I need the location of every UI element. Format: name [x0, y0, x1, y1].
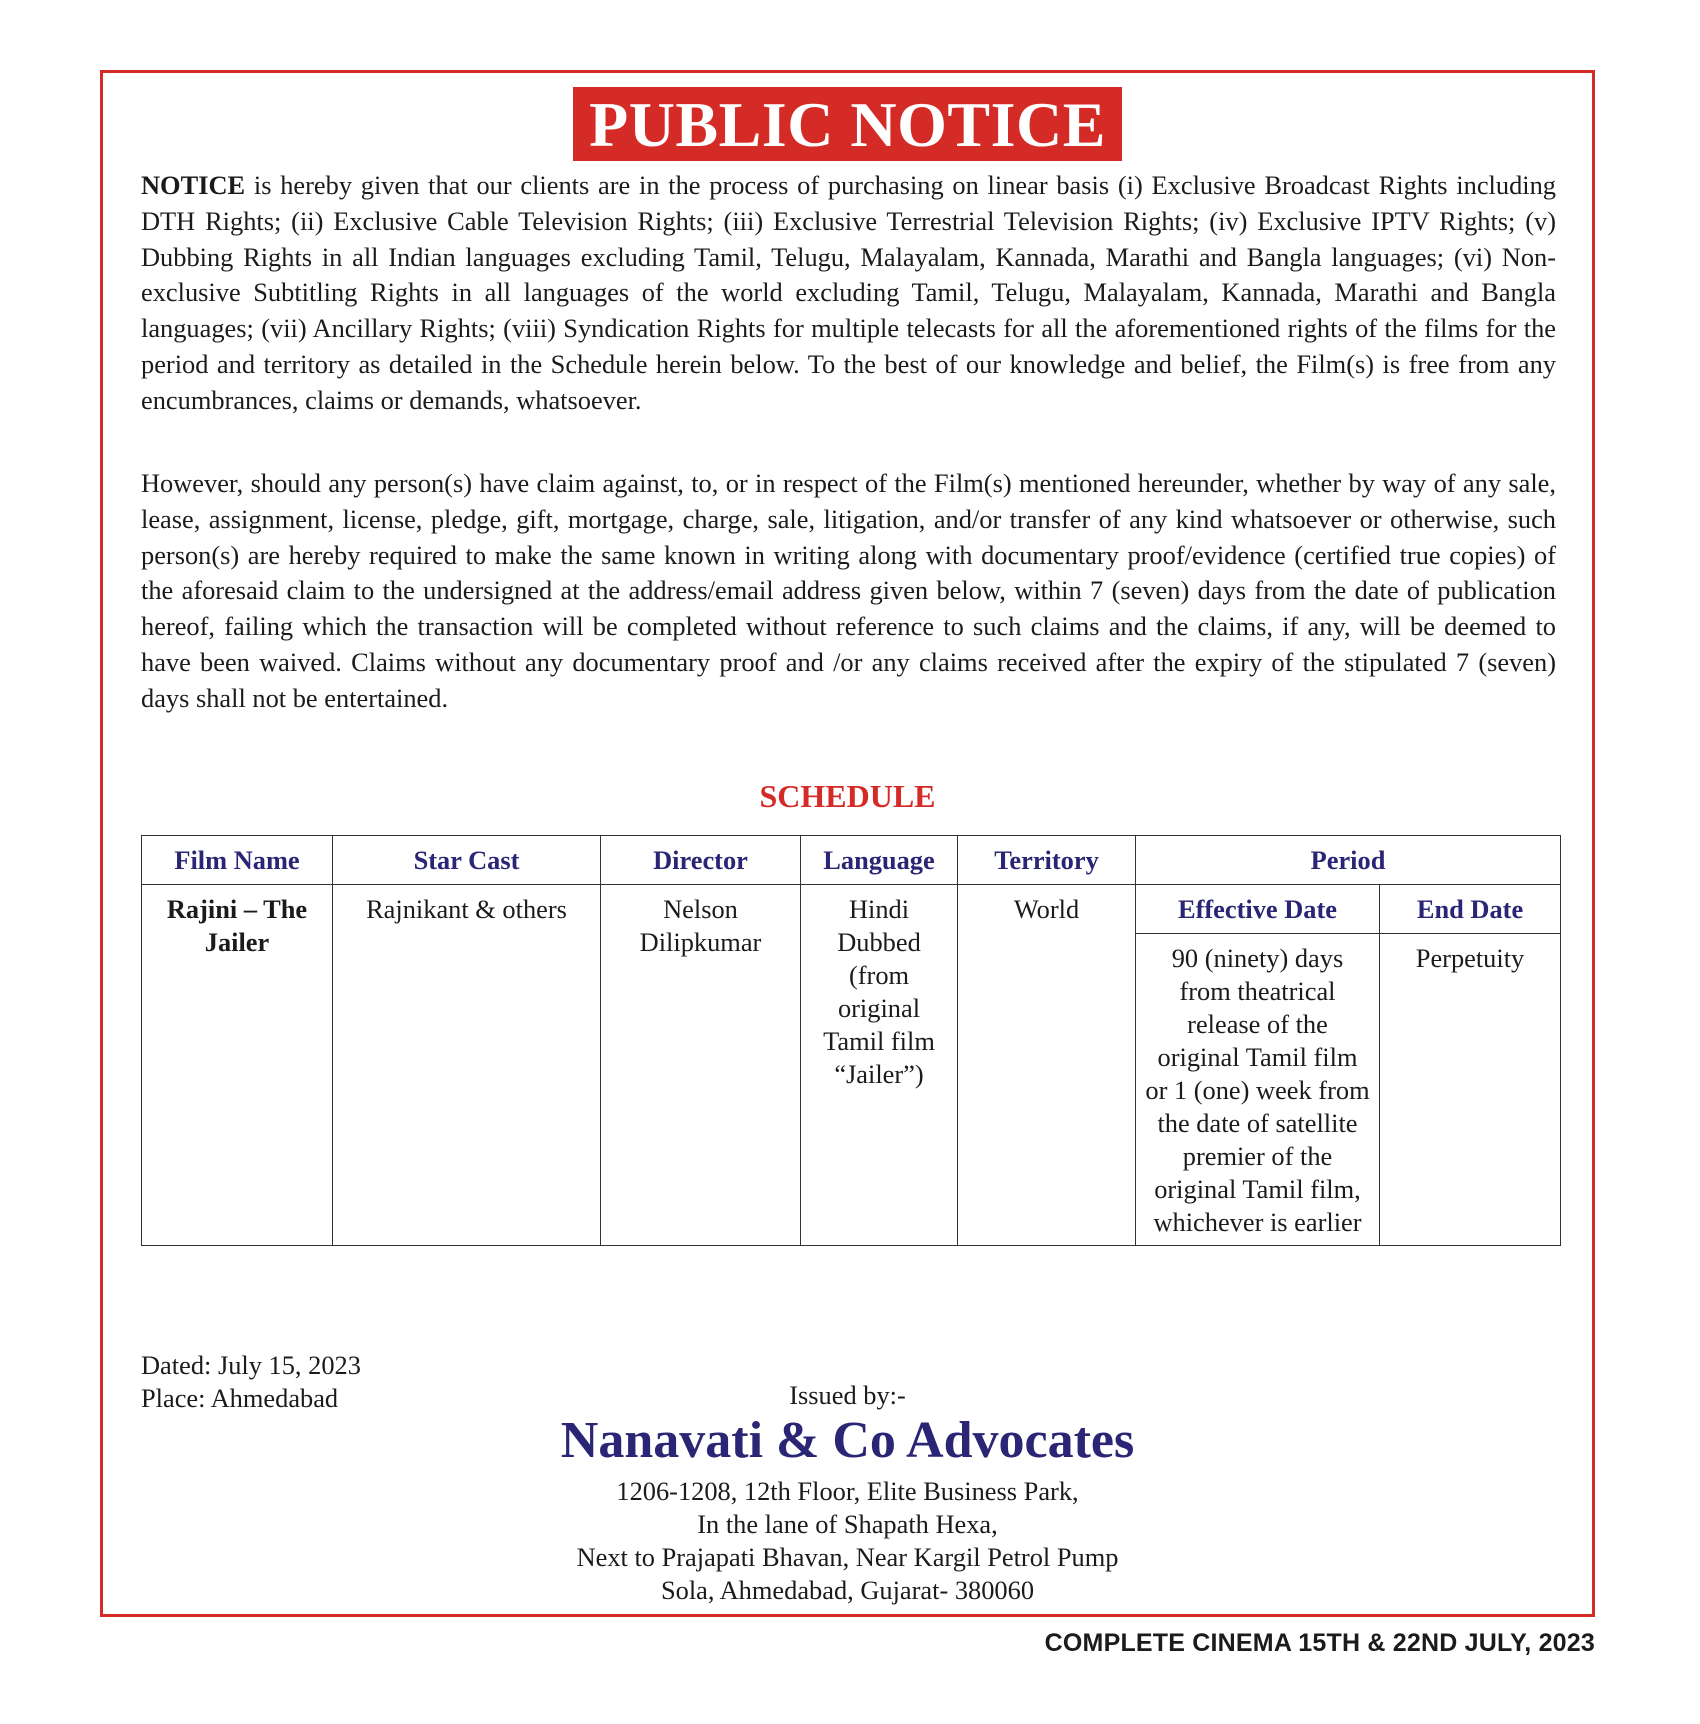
cell-film-name: Rajini – The Jailer — [142, 885, 333, 1246]
header-language: Language — [801, 836, 958, 885]
schedule-table — [141, 835, 1561, 1246]
cell-territory: World — [958, 885, 1136, 1246]
header-territory: Territory — [958, 836, 1136, 885]
publication-footer: COMPLETE CINEMA 15TH & 22ND JULY, 2023 — [1044, 1629, 1595, 1657]
header-film-name: Film Name — [142, 836, 333, 885]
firm-name: Nanavati & Co Advocates — [560, 1412, 1135, 1469]
cell-effective-date: 90 (ninety) days from theatrical release of the original Tamil film or 1 (one) week from the date of satellite premier of the original Tamil film, whichever is earlier — [1136, 934, 1380, 1246]
address-line: In the lane of Shapath Hexa, — [697, 1509, 998, 1539]
table-header-row — [142, 836, 1561, 885]
header-end-date: End Date — [1380, 885, 1561, 934]
header-director: Director — [601, 836, 801, 885]
header-star-cast: Star Cast — [333, 836, 601, 885]
notice-title: PUBLIC NOTICE — [573, 87, 1122, 161]
notice-paragraph-2: However, should any person(s) have claim against, to, or in respect of the Film(s) mentioned hereunder, whether by way of any sale, lease, assignment, license, pledge, gift, mortgage, charge, sale, litigation, and/or transfer of any kind whatsoever or otherwise, such person(s) are hereby required to make the same known in writing along with documentary proof/evidence (certified true copies) of the aforesaid claim to the undersigned at the address/email address given below, within 7 (seven) days from the date of publication hereof, failing which the transaction will be completed without reference to such claims and the claims, if any, will be deemed to have been waived. Claims without any documentary proof and /or any claims received after the expiry of the stipulated 7 (seven) days shall not be entertained. — [141, 468, 1556, 713]
title-wrap — [103, 87, 1592, 161]
notice-paragraph-1 — [141, 168, 1556, 419]
cell-director: Nelson Dilipkumar — [601, 885, 801, 1246]
cell-star-cast: Rajnikant & others — [333, 885, 601, 1246]
cell-language: Hindi Dubbed (from original Tamil film “Jailer”) — [801, 885, 958, 1246]
address-line: Sola, Ahmedabad, Gujarat- 380060 — [660, 1575, 1035, 1605]
header-effective-date: Effective Date — [1136, 885, 1380, 934]
address-line: 1206-1208, 12th Floor, Elite Business Park, — [616, 1476, 1079, 1506]
header-period: Period — [1136, 836, 1561, 885]
notice-lead-word: NOTICE — [141, 170, 246, 200]
place-text: Place: Ahmedabad — [141, 1383, 339, 1413]
table-row — [142, 885, 1561, 934]
cell-end-date: Perpetuity — [1380, 934, 1561, 1246]
address-line: Next to Prajapati Bhavan, Near Kargil Petrol Pump — [576, 1542, 1119, 1572]
notice-border — [100, 70, 1595, 1617]
issued-by-label: Issued by:- — [789, 1380, 906, 1410]
dated-text: Dated: July 15, 2023 — [141, 1350, 361, 1380]
firm-address — [103, 1475, 1592, 1607]
notice-paragraph-1-text: is hereby given that our clients are in the process of purchasing on linear basis (i) Exclusive Broadcast Rights including DTH Rights; (ii) Exclusive Cable Television Rights; (iii) Exclusive Terrestrial Television Rights; (iv) Exclusive IPTV Rights; (v) Dubbing Rights in all Indian languages excluding Tamil, Telugu, Malayalam, Kannada, Marathi and Bangla languages; (vi) Non-exclusive Subtitling Rights in all languages of the world excluding Tamil, Telugu, Malayalam, Kannada, Marathi and Bangla languages; (vii) Ancillary Rights; (viii) Syndication Rights for multiple telecasts for all the aforementioned rights of the films for the period and territory as detailed in the Schedule herein below. To the best of our knowledge and belief, the Film(s) is free from any encumbrances, claims or demands, whatsoever. — [141, 170, 1556, 415]
schedule-title: SCHEDULE — [759, 778, 936, 814]
